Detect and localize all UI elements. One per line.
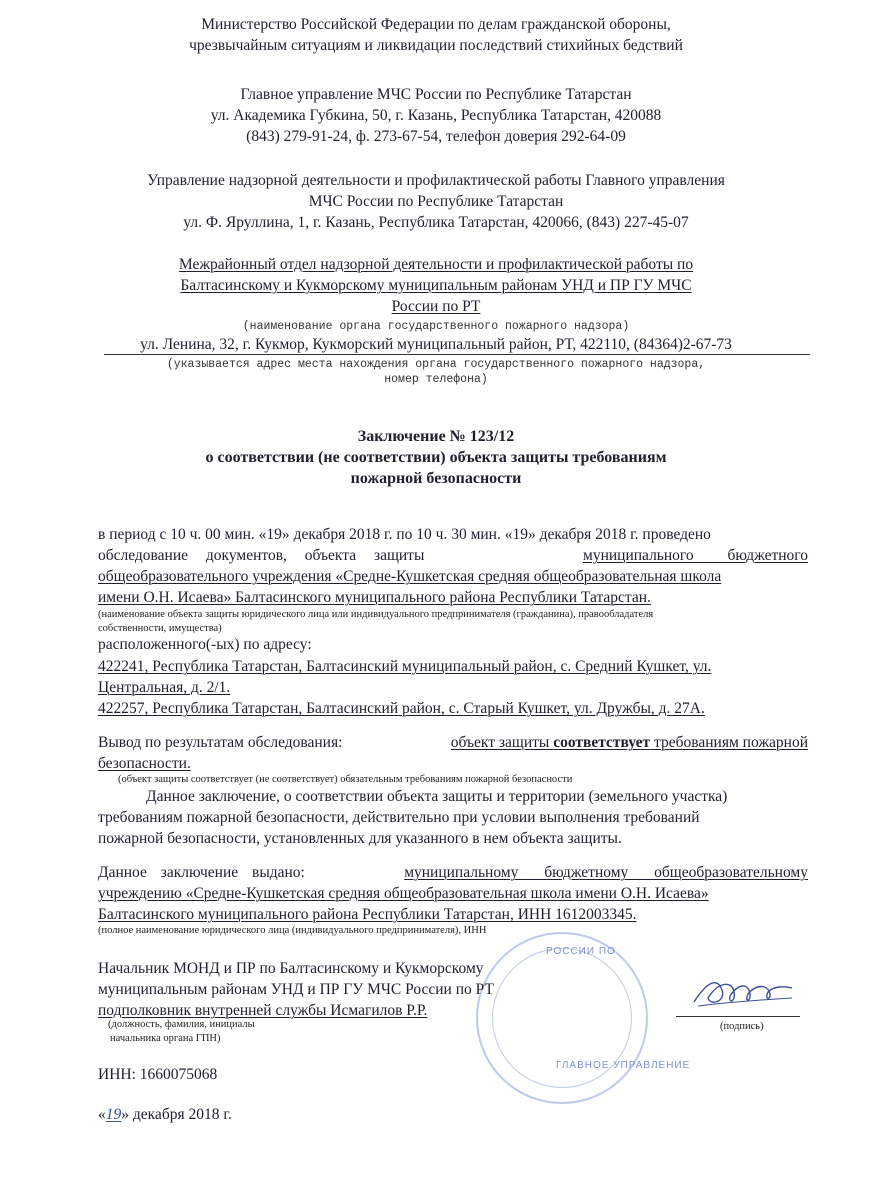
title-number: Заключение № 123/12	[357, 428, 515, 445]
conclusion-post: требованиям пожарной	[654, 734, 808, 751]
validity-line: требованиям пожарной безопасности, действительно при условии выполнения требований	[98, 809, 700, 826]
conclusion-label: Вывод по результатам обследования:	[98, 734, 343, 751]
conclusion-line2: безопасности.	[98, 755, 191, 772]
date-rest: декабря 2018 г.	[132, 1106, 232, 1123]
object-caption-line: собственности, имущества)	[98, 623, 222, 634]
dept-line: Межрайонный отдел надзорной деятельности и профилактической работы по	[178, 256, 694, 273]
exam-start: обследование документов, объекта защиты	[98, 547, 425, 564]
sign-caption: (подпись)	[720, 1021, 764, 1032]
address-line: Центральная, д. 2/1.	[98, 679, 231, 696]
object-name: общеобразовательного учреждения «Средне-Кушкетская средняя общеобразовательная школа	[98, 568, 722, 585]
address-underline	[104, 354, 810, 355]
dept-line: Балтасинскому и Кукморскому муниципальным районам УНД и ПР ГУ МЧС	[180, 277, 692, 294]
address-caption-line: (указывается адрес места нахождения органа государственного пожарного надзора,	[166, 358, 706, 371]
stamp-text: ГЛАВНОЕ УПРАВЛЕНИЕ	[556, 1060, 691, 1071]
position-line: Начальник МОНД и ПР по Балтасинскому и Кукморскому	[98, 960, 484, 977]
dept-caption: (наименование органа государственного пожарного надзора)	[242, 320, 630, 333]
ministry-header	[0, 14, 872, 56]
gu-line: Главное управление МЧС России по Республике Татарстан	[240, 86, 632, 103]
dept-line: России по РТ	[391, 298, 481, 315]
validity-paragraph	[98, 786, 808, 849]
signature-underline	[676, 1016, 800, 1017]
address-line: 422257, Республика Татарстан, Балтасинский район, с. Старый Кушкет, ул. Дружбы, д. 27А.	[98, 700, 705, 717]
issued-line	[98, 862, 808, 883]
object-name: муниципального бюджетного	[583, 547, 808, 564]
conclusion-result	[451, 732, 808, 753]
issued-caption: (полное наименование юридического лица (индивидуального предпринимателя), ИНН	[98, 925, 487, 936]
position-line: муниципальным районам УНД и ПР ГУ МЧС России по РТ	[98, 981, 494, 998]
address-line: 422241, Республика Татарстан, Балтасинский муниципальный район, с. Средний Кушкет, ул.	[98, 658, 712, 675]
gu-header	[0, 84, 872, 147]
period-line: в период с 10 ч. 00 мин. «19» декабря 2018 г. по 10 ч. 30 мин. «19» декабря 2018 г. проведено	[98, 526, 711, 543]
gu-line: (843) 279-91-24, ф. 273-67-54, телефон доверия 292-64-09	[246, 128, 626, 145]
und-header	[0, 170, 872, 233]
und-line: МЧС России по Республике Татарстан	[308, 193, 564, 210]
position-line: подполковник внутренней службы Исмагилов Р.Р.	[98, 1002, 428, 1019]
official-stamp	[476, 932, 648, 1104]
inn-line: ИНН: 1660075068	[98, 1066, 218, 1083]
title-line: о соответствии (не соответствии) объекта защиты требованиям	[205, 449, 667, 466]
validity-line: Данное заключение, о соответствии объекта защиты и территории (земельного участка)	[146, 788, 728, 805]
dept-address: ул. Ленина, 32, г. Кукмор, Кукморский муниципальный район, РТ, 422110, (84364)2-67-73	[140, 336, 732, 353]
und-line: ул. Ф. Яруллина, 1, г. Казань, Республика Татарстан, 420066, (843) 227-45-07	[183, 214, 689, 231]
und-line: Управление надзорной деятельности и профилактической работы Главного управления	[147, 172, 725, 189]
object-name: имени О.Н. Исаева» Балтасинского муниципального района Республики Татарстан.	[98, 589, 651, 606]
conclusion-pre: объект защиты	[450, 734, 550, 751]
issued-label: Данное заключение выдано:	[98, 864, 305, 881]
gu-line: ул. Академика Губкина, 50, г. Казань, Республика Татарстан, 420088	[210, 107, 662, 124]
position-caption-line: начальника органа ГПН)	[110, 1033, 221, 1044]
ministry-line: Министерство Российской Федерации по делам гражданской обороны,	[201, 16, 671, 33]
position-caption-line: (должность, фамилия, инициалы	[108, 1019, 255, 1030]
stamp-text: РОССИИ ПО	[546, 946, 616, 957]
address-caption	[0, 357, 872, 387]
address-caption-line: номер телефона)	[384, 373, 488, 386]
signatory-position	[98, 958, 494, 1021]
exam-line	[98, 545, 808, 566]
title-line: пожарной безопасности	[350, 470, 522, 487]
object-caption	[98, 608, 818, 636]
ministry-line: чрезвычайным ситуациям и ликвидации последствий стихийных бедствий	[189, 37, 683, 54]
issued-to: учреждению «Средне-Кушкетская средняя общеобразовательная школа имени О.Н. Исаева»	[98, 885, 709, 902]
object-caption-line: (наименование объекта защиты юридического лица или индивидуального предпринимателя (гражданина), правообладателя	[98, 609, 654, 620]
conclusion-caption: (объект защиты соответствует (не соответствует) обязательным требованиям пожарной безопасности	[118, 774, 573, 785]
position-caption	[108, 1018, 255, 1046]
issued-to: Балтасинского муниципального района Республики Татарстан, ИНН 1612003345.	[98, 906, 637, 923]
handwritten-signature	[688, 972, 798, 1016]
conclusion-bold: соответствует	[553, 734, 651, 751]
date-line: «19» декабря 2018 г.	[98, 1106, 232, 1123]
dept-header	[0, 254, 872, 317]
issued-to: муниципальному бюджетному общеобразовательному	[404, 864, 808, 881]
conclusion-line	[98, 732, 808, 753]
validity-line: пожарной безопасности, установленных для указанного в нем объекта защиты.	[98, 830, 622, 847]
located-label: расположенного(-ых) по адресу:	[98, 636, 312, 653]
date-day: 19	[105, 1106, 122, 1123]
document-title	[0, 426, 872, 489]
